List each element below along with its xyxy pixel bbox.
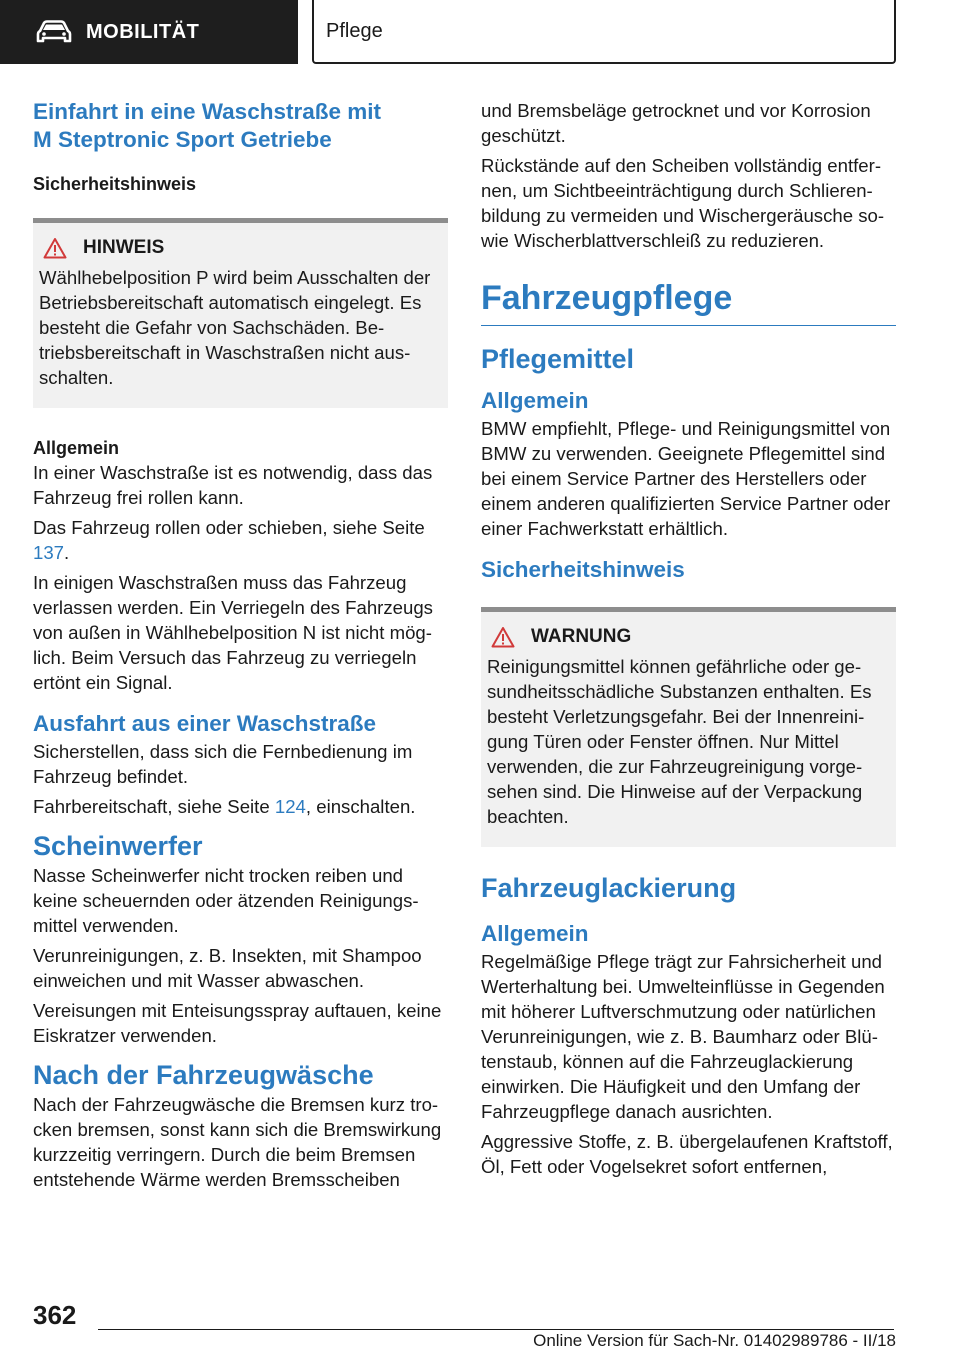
note-box [33, 218, 448, 408]
heading-line-2: M Steptronic Sport Getriebe [33, 127, 332, 152]
continued-paragraph-2: Rückstände auf den Scheiben vollständig entfernen, um Sichtbeeinträchtigung durch Schlierenbildung zu vermeiden und Wischergeräusche sowie Wischerblattverschleiß zu reduzieren. [481, 155, 885, 251]
general-p2-text: Das Fahrzeug rollen oder schieben, siehe Seite [33, 517, 425, 538]
safety-label: Sicherheitshinweis [33, 174, 197, 194]
general-p2-end: . [64, 542, 70, 563]
section-tab [0, 0, 298, 64]
page-link-124[interactable]: 124 [274, 796, 306, 817]
warning-triangle-icon [491, 626, 515, 648]
paint-paragraph-1: Regelmäßige Pflege trägt zur Fahrsicherheit und Werterhaltung bei. Umwelteinflüsse in Gegenden mit höherer Luftverschmutzung oder natürlichen Verunreinigungen, wie z. B. Baumharz oder Blütenstaub, können auf die Fahrzeuglackierung einwirken. Die Häufigkeit und den Umfang der Fahrzeugpflege danach ausrichten. [481, 951, 885, 1122]
heading-after-wash: Nach der Fahrzeugwäsche [33, 1060, 374, 1090]
heading-car-wash-entry [33, 98, 448, 154]
warning-title: WARNUNG [531, 626, 632, 647]
heading-paint-general: Allgemein [481, 921, 589, 946]
exit-p2-text: Fahrbereitschaft, siehe Seite [33, 796, 275, 817]
footer-online-version: Online Version für Sach-Nr. 01402989786 - II/18 [533, 1331, 896, 1350]
general-label: Allgemein [33, 438, 120, 458]
headlight-paragraph-2: Verunreinigungen, z. B. Insekten, mit Shampoo einweichen und mit Wasser abwaschen. [33, 945, 422, 991]
headlight-paragraph-1: Nasse Scheinwerfer nicht trocken reiben und keine scheuernden oder ätzenden Reinigungsmittel verwenden. [33, 865, 419, 936]
left-column [33, 98, 448, 1197]
heading-line-1: Einfahrt in eine Waschstraße mit [33, 99, 381, 124]
exit-paragraph-2 [33, 794, 448, 819]
note-title-row [39, 237, 442, 259]
general-paragraph-2 [33, 515, 448, 565]
heading-care-products: Pflegemittel [481, 344, 635, 374]
warning-text: Reinigungsmittel können gefährliche oder gesundheitsschädliche Substanzen enthalten. Es besteht Verletzungsgefahr. Bei der Innenreinigung Türen oder Fenster öffnen. Nur Mittel verwenden, die zur Fahrzeugreinigung vorgesehen sind. Die Hinweise auf der Verpackung beachten. [487, 656, 872, 827]
heading-vehicle-care: Fahrzeugpflege [481, 279, 733, 317]
general-paragraph-1: In einer Waschstraße ist es notwendig, dass das Fahrzeug frei rollen kann. [33, 462, 433, 508]
warning-title-row [487, 626, 890, 648]
heading-rule [481, 325, 896, 326]
products-paragraph-1: BMW empfiehlt, Pflege- und Reinigungsmittel von BMW zu verwenden. Geeignete Pflegemittel sind bei einem Service Partner des Herstellers oder einem anderen qualifizierten Service Partner oder einer Fachwerkstatt erhältlich. [481, 418, 891, 539]
exit-p2-end: , einschalten. [305, 796, 416, 817]
after-paragraph-1: Nach der Fahrzeugwäsche die Bremsen kurz trocken bremsen, sonst kann sich die Bremswirkung kurzzeitig verringern. Durch die beim Bremsen entstehende Wärme werden Bremsscheiben [33, 1094, 442, 1190]
warning-triangle-icon [43, 237, 67, 259]
car-icon [36, 20, 72, 44]
section-title: MOBILITÄT [86, 20, 200, 43]
general-paragraph-3: In einigen Waschstraßen muss das Fahrzeug verlassen werden. Ein Verriegeln des Fahrzeugs von außen in Wählhebelposition N ist nicht möglich. Beim Versuch das Fahrzeug zu verriegeln ertönt ein Signal. [33, 572, 433, 693]
note-text: Wählhebelposition P wird beim Ausschalten der Betriebsbereitschaft automatisch eingelegt. Es besteht die Gefahr von Sachschäden. Betriebsbereitschaft in Waschstraßen nicht ausschalten. [39, 267, 431, 388]
note-title: HINWEIS [83, 237, 165, 258]
heading-products-general: Allgemein [481, 388, 589, 413]
heading-safety-note: Sicherheitshinweis [481, 557, 685, 582]
footer-rule [98, 1329, 894, 1330]
heading-headlights: Scheinwerfer [33, 831, 203, 861]
right-column [481, 98, 896, 1184]
heading-vehicle-paint: Fahrzeuglackierung [481, 873, 737, 903]
heading-car-wash-exit: Ausfahrt aus einer Waschstraße [33, 711, 377, 736]
paint-paragraph-2: Aggressive Stoffe, z. B. übergelaufenen Kraftstoff, Öl, Fett oder Vogelsekret sofort entfernen, [481, 1131, 893, 1177]
warning-box [481, 607, 896, 847]
chapter-header [312, 0, 896, 64]
exit-paragraph-1: Sicherstellen, dass sich die Fernbedienung im Fahrzeug befindet. [33, 741, 413, 787]
page-number: 362 [33, 1300, 77, 1330]
continued-paragraph-1: und Bremsbeläge getrocknet und vor Korrosion geschützt. [481, 100, 871, 146]
page-link-137[interactable]: 137 [33, 542, 65, 563]
headlight-paragraph-3: Vereisungen mit Enteisungsspray auftauen, keine Eiskratzer verwenden. [33, 1000, 442, 1046]
chapter-title: Pflege [326, 19, 383, 42]
